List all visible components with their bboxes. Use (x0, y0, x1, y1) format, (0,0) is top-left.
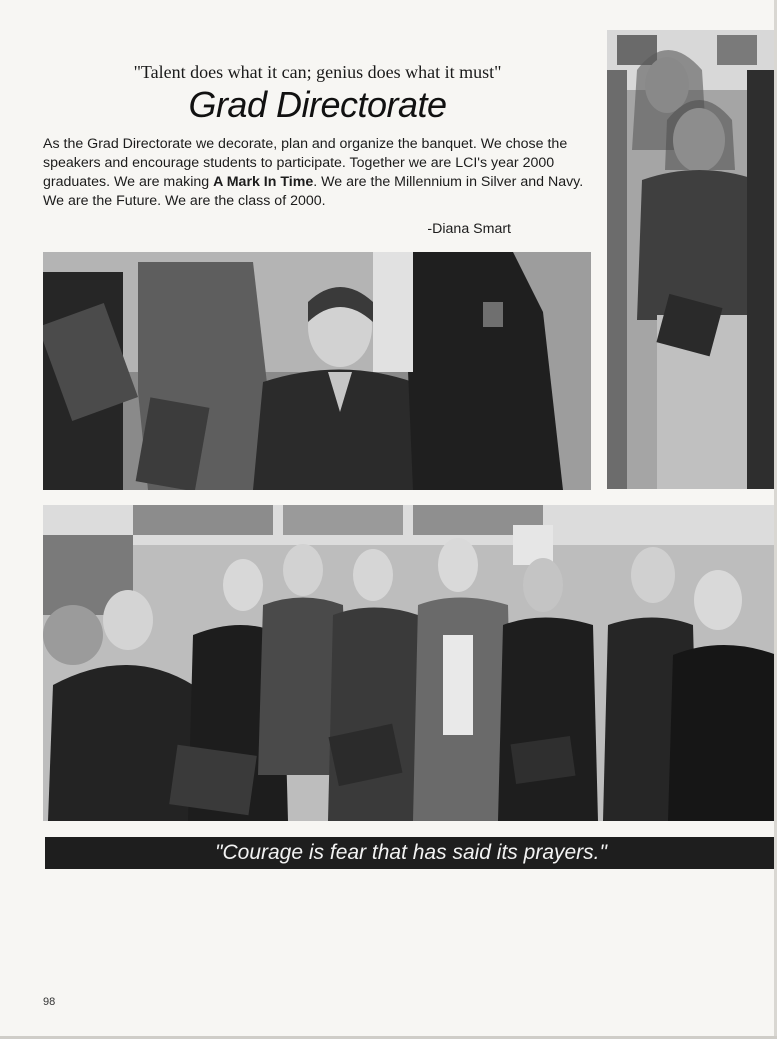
opening-quote: "Talent does what it can; genius does what it must" (133, 62, 502, 82)
article-text-part-1: As the Grad Directorate we decorate, plan and organize the banquet. We chose the speakers and encourage students to participate. Together we are LCI's year 2000 graduates. We are making (43, 136, 568, 190)
banner-quote-text: "Courage is fear that has said its prayers." (215, 841, 607, 864)
group-photo-bottom (43, 505, 777, 821)
portrait-photo-right (607, 30, 777, 489)
article-body (43, 135, 595, 211)
bottom-quote-banner (45, 837, 777, 869)
group-photo-top (43, 252, 591, 490)
article-emphasis: A Mark In Time (213, 174, 314, 190)
page-title: Grad Directorate (188, 84, 447, 125)
article-signature: -Diana Smart (427, 221, 511, 237)
page-number: 98 (43, 996, 56, 1008)
article-text-part-2: . We are the Millennium in Silver and Navy. We are the Future. We are the class of 2000. (43, 174, 584, 209)
